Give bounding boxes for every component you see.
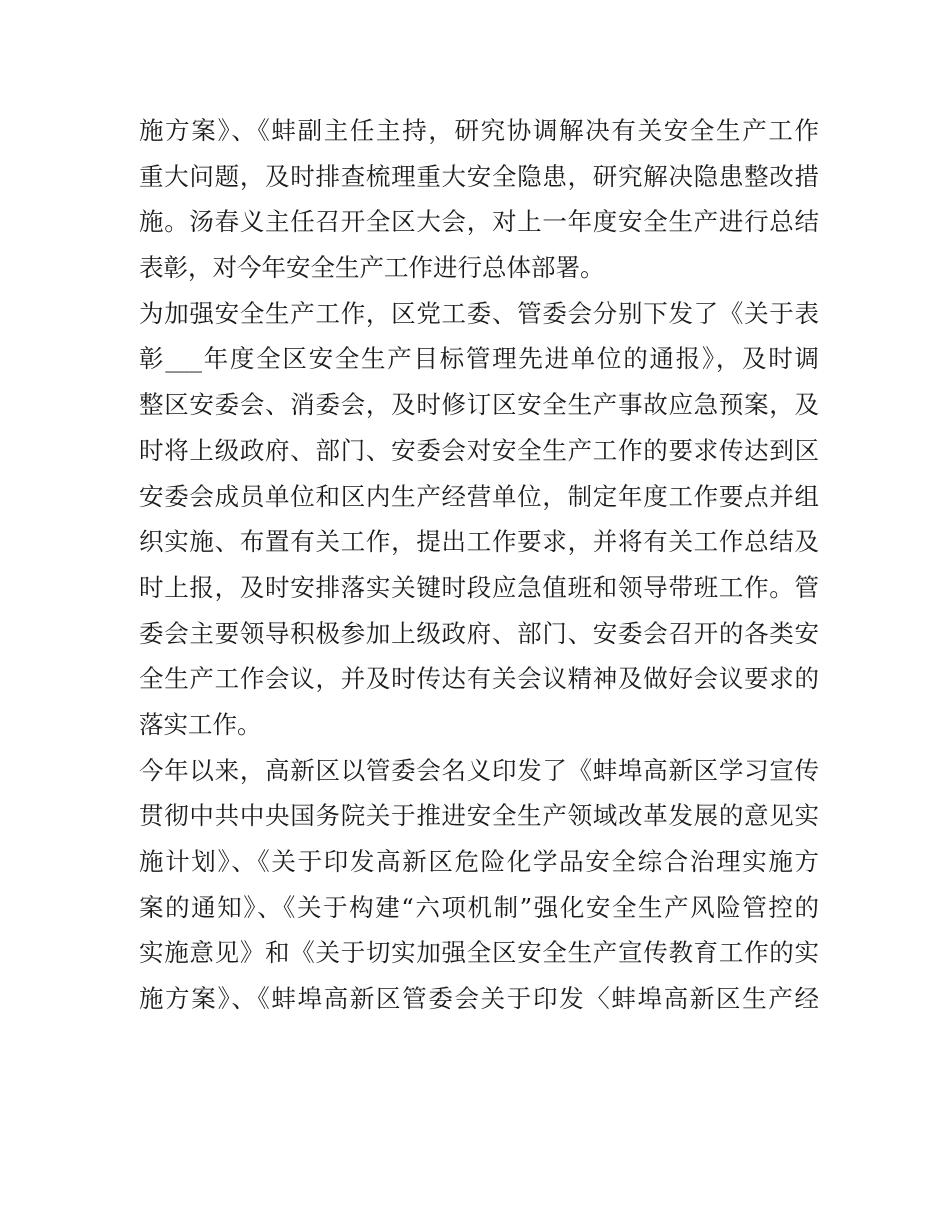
text-line-18: 案的通知》、《关于构建“六项机制”强化安全生产风险管控的 <box>139 892 819 922</box>
text-line-6: 彰___年度全区安全生产目标管理先进单位的通报》，及时调 <box>139 344 819 374</box>
text-line-1: 施方案》、《蚌副主任主持，研究协调解决有关安全生产工作 <box>139 116 819 145</box>
text-line-10: 织实施、布置有关工作，提出工作要求，并将有关工作总结及 <box>139 527 819 557</box>
text-line-14: 落实工作。 <box>139 709 262 739</box>
document-body <box>139 108 819 1022</box>
text-line-20: 施方案》、《蚌埠高新区管委会关于印发〈蚌埠高新区生产经 <box>139 984 819 1014</box>
text-line-3: 施。汤春义主任召开全区大会，对上一年度安全生产进行总结 <box>139 207 819 237</box>
text-line-13: 全生产工作会议，并及时传达有关会议精神及做好会议要求的 <box>139 664 819 694</box>
text-line-15: 今年以来，高新区以管委会名义印发了《蚌埠高新区学习宣传 <box>139 755 819 785</box>
text-line-19: 实施意见》和《关于切实加强全区安全生产宣传教育工作的实 <box>139 938 819 968</box>
text-line-8: 时将上级政府、部门、安委会对安全生产工作的要求传达到区 <box>139 435 819 465</box>
text-line-11: 时上报，及时安排落实关键时段应急值班和领导带班工作。管 <box>139 572 819 602</box>
text-line-17: 施计划》、《关于印发高新区危险化学品安全综合治理实施方 <box>139 847 819 876</box>
text-line-16: 贯彻中共中央国务院关于推进安全生产领域改革发展的意见实 <box>139 801 819 831</box>
text-line-9: 安委会成员单位和区内生产经营单位，制定年度工作要点并组 <box>139 481 819 511</box>
text-line-12: 委会主要领导积极参加上级政府、部门、安委会召开的各类安 <box>139 618 819 648</box>
text-line-2: 重大问题，及时排查梳理重大安全隐患，研究解决隐患整改措 <box>139 161 819 191</box>
text-line-4: 表彰，对今年安全生产工作进行总体部署。 <box>139 253 605 283</box>
text-line-5: 为加强安全生产工作，区党工委、管委会分别下发了《关于表 <box>139 298 819 328</box>
text-line-7: 整区安委会、消委会，及时修订区安全生产事故应急预案，及 <box>139 390 819 420</box>
